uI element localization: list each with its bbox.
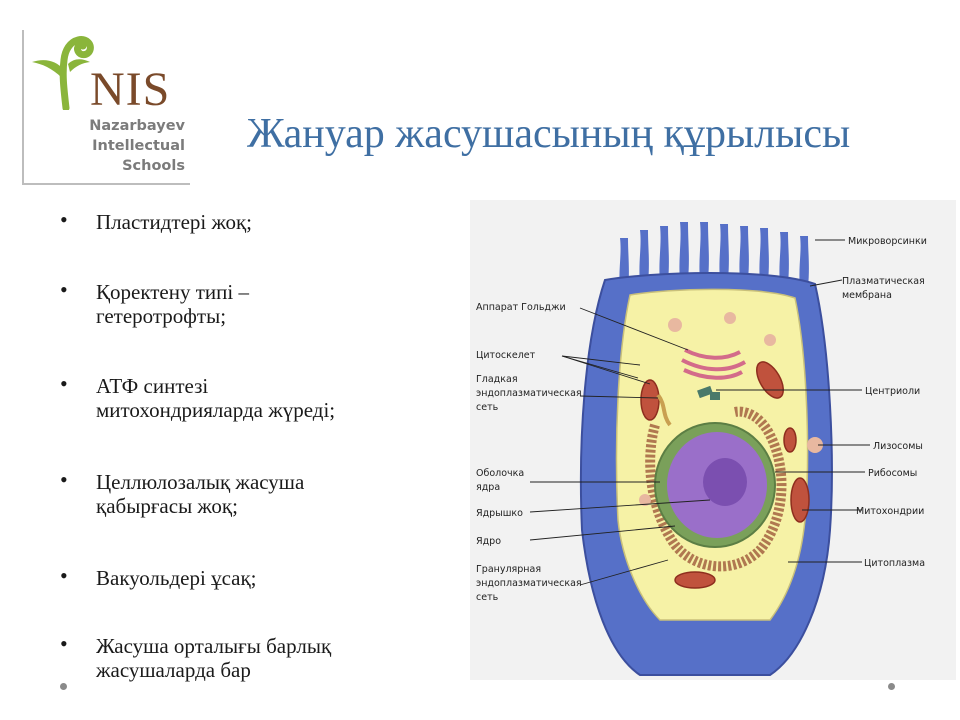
label-nucleus: Ядро (476, 536, 502, 547)
label-nuclear-envelope: Оболочка (476, 468, 525, 479)
label-mitochondria: Митохондрии (856, 506, 925, 517)
nucleolus (703, 458, 747, 506)
bullet-line: АТФ синтезі (96, 374, 209, 398)
slide-title: Жануар жасушасының құрылысы (247, 111, 851, 157)
bullet-line: қабырғасы жоқ; (96, 494, 238, 518)
label-cytoskeleton: Цитоскелет (476, 350, 536, 361)
logo-sub-line: Nazarbayev (89, 118, 185, 134)
logo-sub-line: Schools (122, 158, 185, 174)
label-rough-er: Гранулярная (476, 564, 542, 575)
logo-brand: NIS (90, 63, 171, 116)
nis-logo (20, 30, 190, 185)
label-rough-er-2: эндоплазматическая (476, 578, 582, 589)
cell-illustration (470, 200, 956, 680)
label-microvilli: Микроворсинки (848, 236, 927, 247)
label-golgi: Аппарат Гольджи (476, 302, 566, 313)
bullet-dot: • (60, 467, 68, 492)
label-plasma-membrane: Плазматическая (842, 276, 925, 287)
bullet-line: Вакуольдері ұсақ; (96, 566, 257, 590)
label-ribosomes: Рибосомы (868, 468, 918, 479)
bullet-dot: • (60, 631, 68, 656)
label-cytoplasm: Цитоплазма (864, 558, 926, 569)
bullet-line: Жасуша орталығы барлық (96, 634, 332, 658)
footer-dot-left (60, 683, 67, 690)
bullet-dot: • (60, 563, 68, 588)
logo-sub-line: Intellectual (92, 138, 185, 154)
bullet-line: митохондрияларда жүреді; (96, 398, 336, 422)
label-smooth-er: Гладкая (476, 374, 518, 385)
logo-frame-horizontal (22, 183, 190, 185)
footer-dot-right (888, 683, 895, 690)
label-nuclear-envelope-2: ядра (476, 482, 501, 493)
bullet-line: Целлюлозалық жасуша (96, 470, 305, 494)
label-smooth-er-2: эндоплазматическая (476, 388, 582, 399)
bullet-dot: • (60, 277, 68, 302)
logo-frame-vertical (22, 30, 24, 185)
bullet-dot: • (60, 371, 68, 396)
label-rough-er-3: сеть (476, 592, 499, 603)
sprout-icon (28, 30, 98, 110)
label-lysosomes: Лизосомы (873, 441, 923, 452)
bullet-line: Пластидтері жоқ; (96, 210, 252, 234)
logo-subtitle (60, 116, 185, 176)
bullet-line: гетеротрофты; (96, 304, 227, 328)
animal-cell-diagram (470, 200, 956, 680)
bullet-line: Қоректену типі – (96, 280, 249, 304)
bullet-dot: • (60, 207, 68, 232)
label-nucleolus: Ядрышко (476, 508, 523, 519)
label-smooth-er-3: сеть (476, 402, 499, 413)
label-centrioles: Центриоли (865, 386, 921, 397)
label-plasma-membrane-2: мембрана (842, 290, 892, 301)
bullet-line: жасушаларда бар (96, 658, 251, 682)
